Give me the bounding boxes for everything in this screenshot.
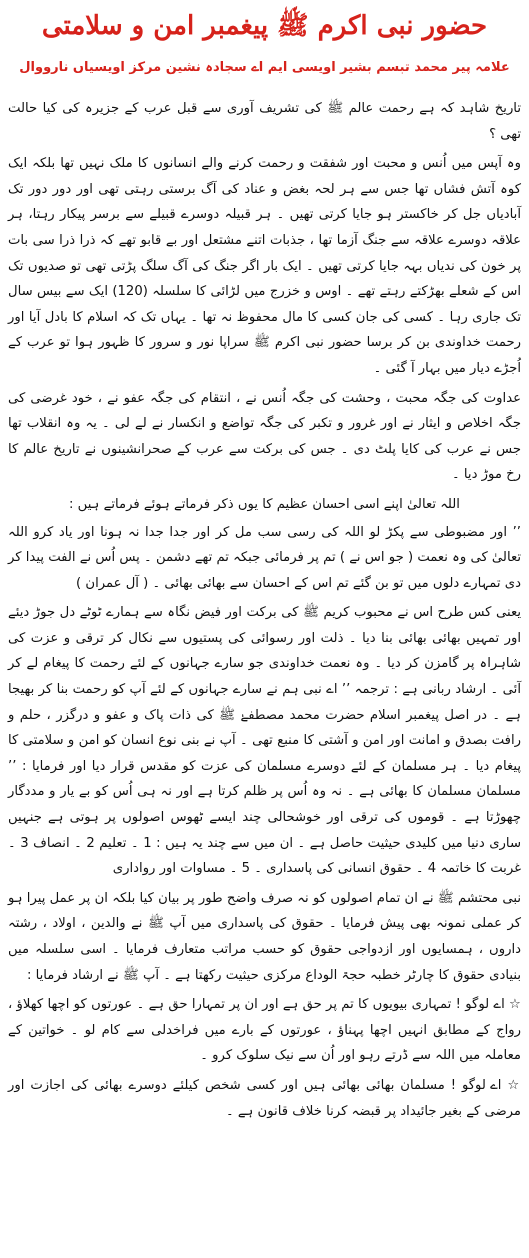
paragraph-quran-intro: اللہ تعالیٰ اپنے اسی احسان عظیم کا یوں ذکر فرماتے ہوئے فرماتے ہیں : bbox=[69, 496, 460, 512]
paragraph-intro-question: تاریخ شاہد کہ ہے رحمت عالم ﷺ کی تشریف آوری سے قبل عرب کے جزیرہ کی کیا حالت تھی ؟ bbox=[8, 101, 521, 142]
paragraph-rights: نبی محتشم ﷺ نے ان تمام اصولوں کو نہ صرف واضح طور پر بیان کیا بلکہ ان پر عمل پیرا ہو کر عملی نمونہ بھی پیش فرمایا ۔ حقوق کی پاسداری میں آپ ﷺ نے والدین ، اولاد ، رشتہ داروں ، ہمسایوں اور ازدواجی حقوق کو حسب مراتب متعارف فرمایا ۔ اسی سلسلہ میں بنیادی حقوق کا چارٹر خطبہ حجۃ الوداع مرکزی حیثیت رکھتا ہے ۔ آپ ﷺ نے ارشاد فرمایا : bbox=[8, 890, 521, 983]
star-bullet-icon: ☆ bbox=[509, 997, 521, 1013]
article-body bbox=[8, 96, 521, 1128]
paragraph-mercy-and-principles: یعنی کس طرح اس نے محبوب کریم ﷺ کی برکت اور فیض نگاہ سے ہمارے ٹوٹے دل جوڑ دیئے اور تمہیں بھائی بھائی بنا دیا ۔ ذلت اور رسوائی کی پستیوں سے نکال کر ترقی و عزت کی شاہراہ پر گامزن کر دیا ۔ وہ نعمت خداوندی جو سارے جہانوں کے لئے رحمت کا پیغام لے کر آئی ۔ ارشاد ربانی ہے : ترجمہ ’’ اے نبی ہم نے سارے جہانوں کے لئے آپ کو رحمت بنا کر بھیجا ہے ۔ در اصل پیغمبر اسلام حضرت محمد مصطفےٰ ﷺ کی ذات پاک و عفو و درگزر ، حلم و رافت بصدق و امانت اور امن و آشتی کا منبع تھی ۔ آپ نے بنی نوع انسان کو امن و سلامتی کا پیغام دیا ۔ ہر مسلمان کے لئے دوسرے مسلمان کی عزت کو مقدس قرار دیا اور فرمایا : ’’ مسلمان مسلمان کا بھائی ہے ۔ نہ وہ اُس پر ظلم کرتا ہے اور نہ ہی اُس کو بے یار و مددگار چھوڑتا ہے ۔ قوموں کی ترقی اور خوشحالی چند ایسے ٹھوس اصولوں پر ہوتی ہے جنہیں ساری دنیا میں کلیدی حیثیت حاصل ہے ۔ ان میں سے چند یہ ہیں : 1 ۔ تعلیم 2 ۔ انصاف 3 ۔ غربت کا خاتمہ 4 ۔ حقوق انسانی کی پاسداری ۔ 5 ۔ مساوات اور رواداری bbox=[8, 605, 521, 877]
bullet-item-women-rights bbox=[8, 992, 521, 1069]
bullet-text: اے لوگو ! مسلمان بھائی بھائی ہیں اور کسی شخص کیلئے دوسرے بھائی کی اجازت اور مرضی کے بغیر جائیداد پر قبضہ کرنا خلاف قانون ہے ۔ bbox=[8, 1077, 521, 1119]
paragraph-transformation: عداوت کی جگہ محبت ، وحشت کی جگہ اُنس نے ، انتقام کی جگہ عفو نے ، خود غرضی کی جگہ اخلاص و ایثار نے اور غرور و تکبر کی جگہ تواضع و انکسار نے لے لی ۔ یہ وہ انقلاب تھا جس نے عرب کی کایا پلٹ دی ۔ جس کی برکت سے عرب کے صحرانشینوں نے تاریخ عالم کا رخ موڑ دیا ۔ bbox=[8, 390, 521, 483]
author-byline: علامہ پیر محمد تبسم بشیر اویسی ایم اے سجادہ نشین مرکز اویسیاں نارووال bbox=[19, 60, 510, 75]
bullet-text: اے لوگو ! تمہاری بیویوں کا تم پر حق ہے اور ان پر تمہارا حق ہے ۔ عورتوں کو اچھا کھلاؤ ، رواج کے مطابق انہیں اچھا پہناؤ ، عورتوں کے بارے میں فراخدلی سے کام لو ۔ خواتین کے معاملہ میں اللہ سے ڈرتے رہو اور اُن سے نیک سلوک کرو ۔ bbox=[8, 997, 521, 1064]
paragraph-quran-verse: ’’ اور مضبوطی سے پکڑ لو اللہ کی رسی سب مل کر اور جدا جدا نہ ہونا اور یاد کرو اللہ تعالیٰ کی وہ نعمت ( جو اس نے ) تم پر فرمائی جبکہ تم تھے دشمن ۔ پس اُس نے الفت پیدا کر دی تمہارے دلوں میں تو بن گئے تم اس کے احسان سے بھائی بھائی ۔ ( آل عمران ) bbox=[8, 524, 521, 591]
star-bullet-icon: ☆ bbox=[507, 1077, 521, 1093]
bullet-item-brotherhood bbox=[8, 1073, 521, 1124]
article-title: حضور نبی اکرم ﷺ پیغمبر امن و سلامتی bbox=[41, 11, 488, 41]
paragraph-pre-islam-arabia: وہ آپس میں اُنس و محبت اور شفقت و رحمت کرنے والے انسانوں کا ملک نہیں تھا بلکہ ایک کوہ آتش فشاں تھا جس سے ہر لحہ بغض و عناد کی آگ برستی رہتی تھی اور دور دور تک آبادیاں جل کر خاکستر ہو جایا کرتی تھیں ۔ ہر قبیلہ دوسرے قبیلے سے برسر پیکار رہتا، ہر علاقہ دوسرے علاقہ سے جنگ آزما تھا ، جذبات اتنے مشتعل اور بے قابو تھے کہ ذرا ذرا سی بات پر خون کی ندیاں بہہ جایا کرتی تھیں ۔ ایک بار اگر جنگ کی آگ سلگ پڑتی تھی تو صدیوں تک اس کے شعلے بھڑکتے رہتے تھے ۔ اوس و خزرج میں لڑائی کا سلسلہ (120) ایک سے بیس سال تک جاری رہا ۔ کسی کی جان کسی کا مال محفوظ نہ تھا ۔ یہاں تک کہ اسلام کا بادل آیا اور رحمت خداوندی بن کر برسا حضور نبی اکرم ﷺ سراپا نور و سرور کا ظہور ہوا تو عرب کے اُجڑے دیار میں بہار آ گئی ۔ bbox=[8, 156, 521, 376]
